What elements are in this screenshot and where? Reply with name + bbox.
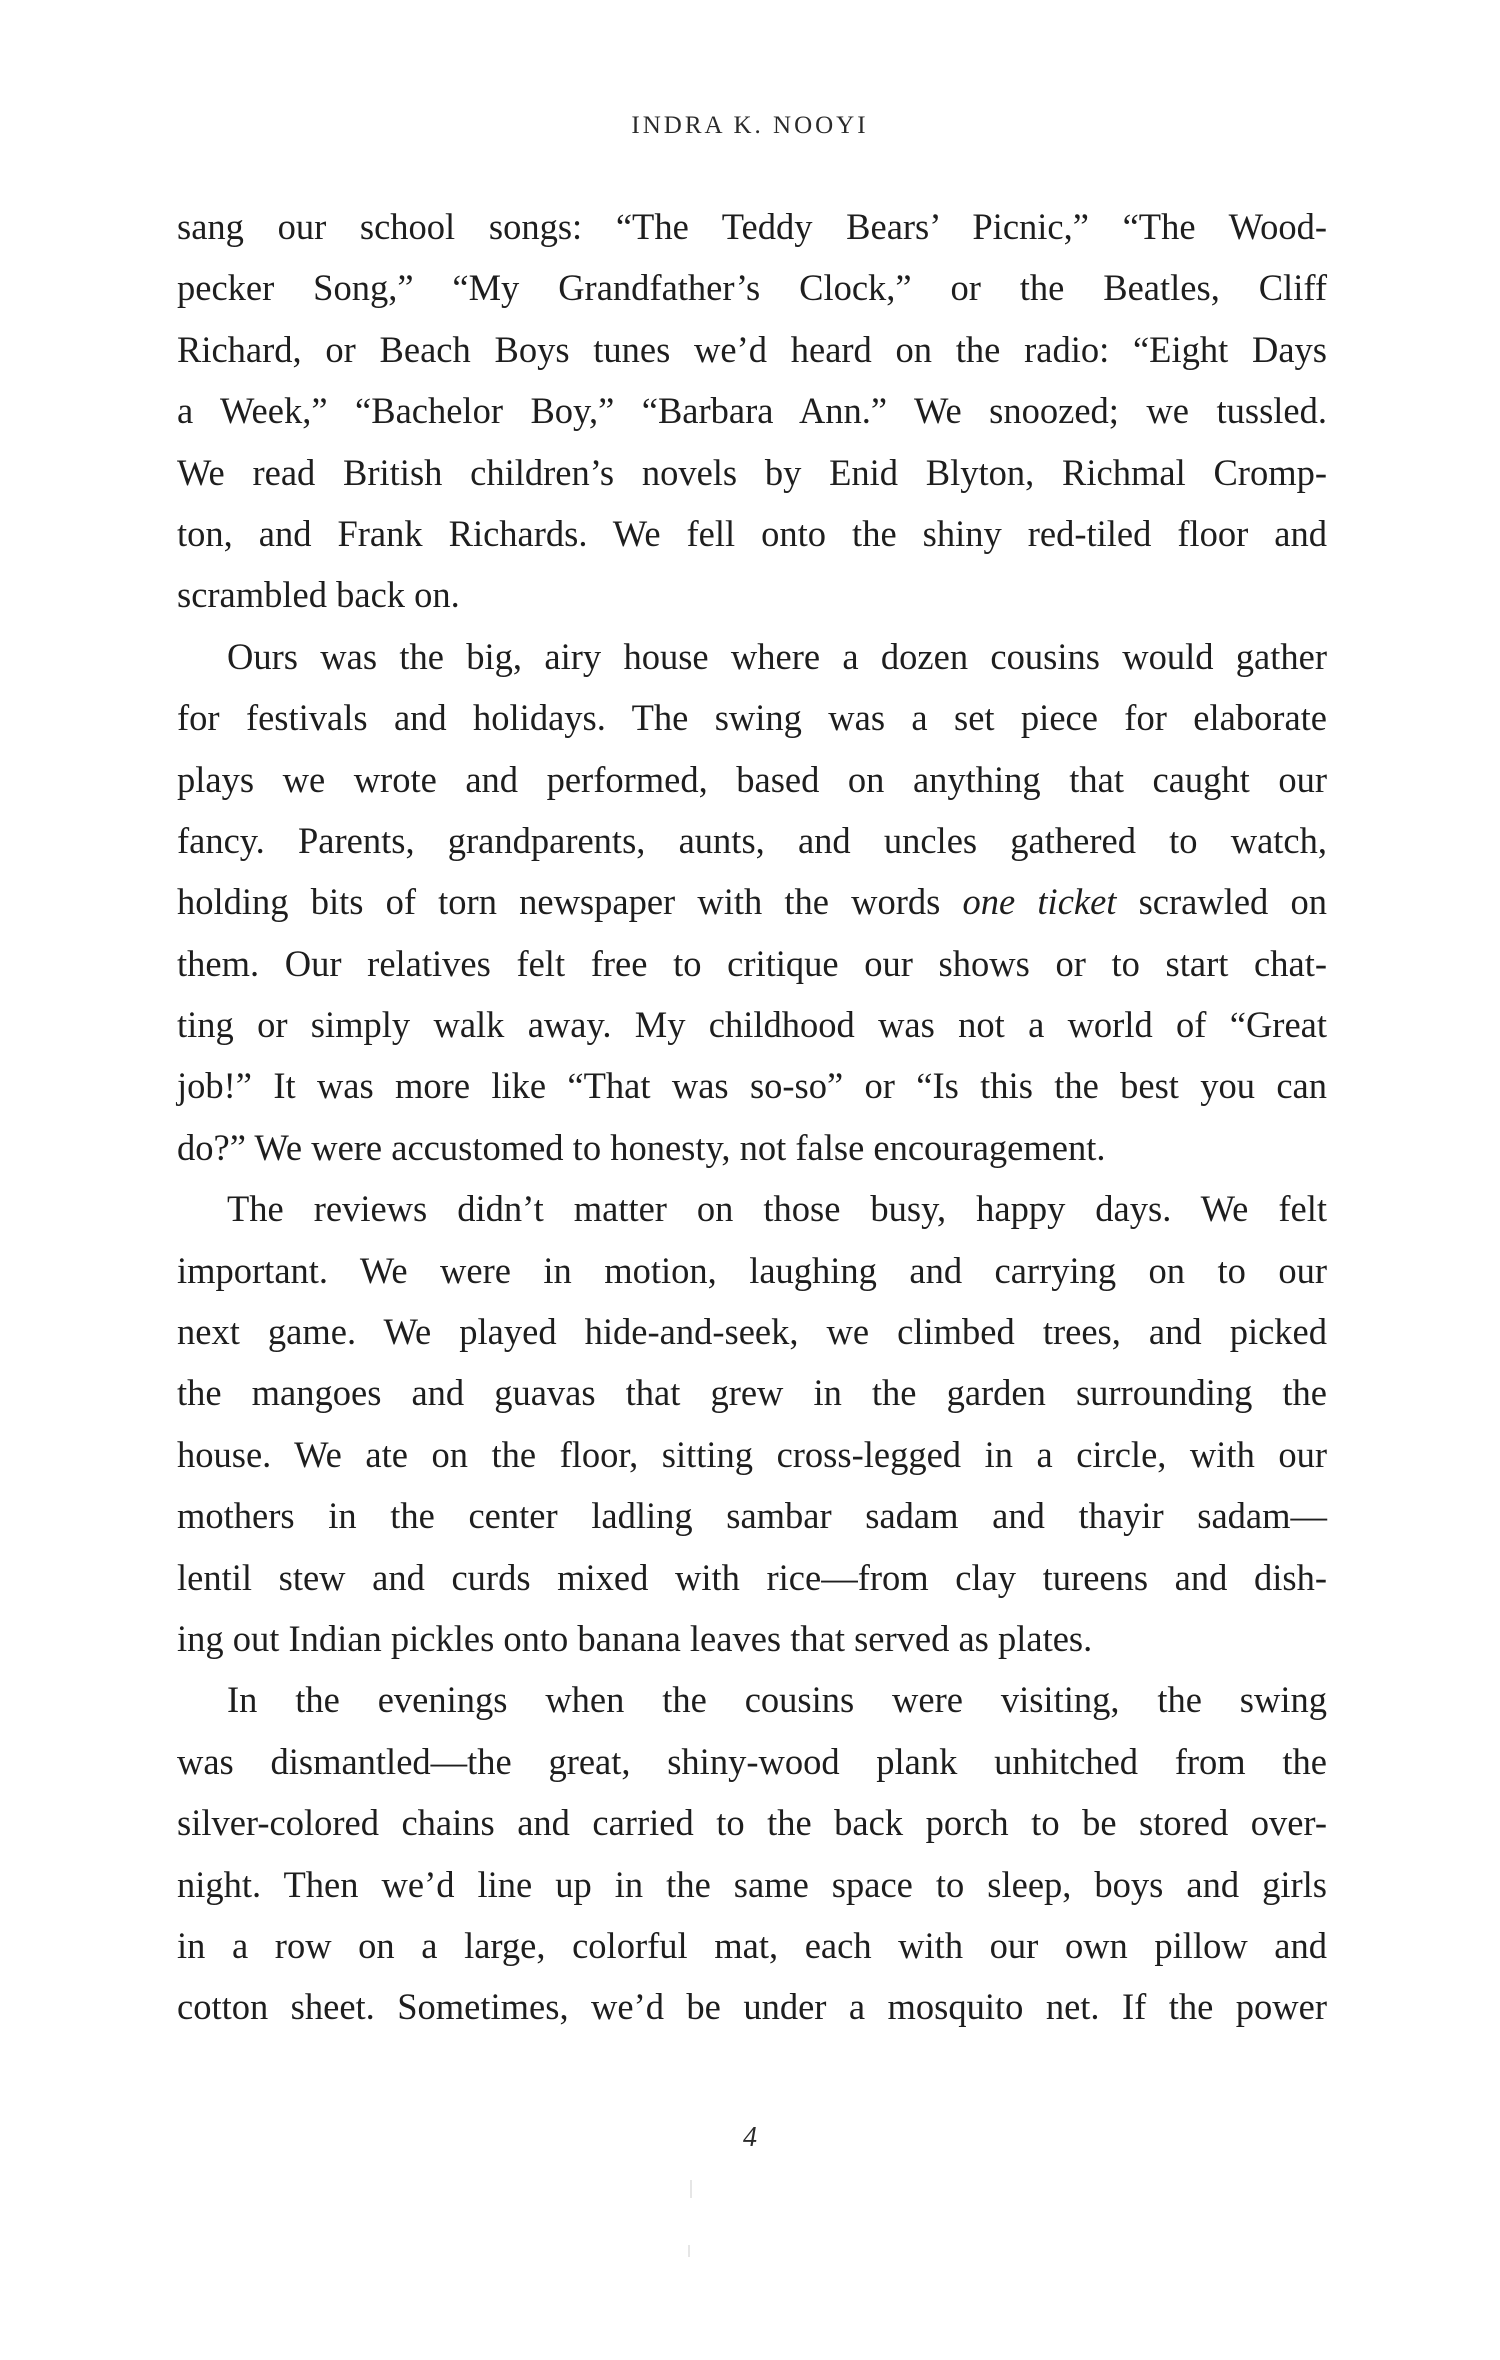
running-head: INDRA K. NOOYI: [631, 112, 869, 139]
text-line: the mangoes and guavas that grew in the garden surrounding the: [177, 1372, 1327, 1414]
text-line: sang our school songs: “The Teddy Bears’ Picnic,” “The Wood-: [177, 206, 1327, 247]
text-line: Richard, or Beach Boys tunes we’d heard on the radio: “Eight Days: [177, 328, 1327, 370]
text-line: job!” It was more like “That was so-so” or “Is this the best you can: [177, 1065, 1327, 1107]
scan-artifact: [688, 2245, 690, 2257]
text-line: do?” We were accustomed to honesty, not false encouragement.: [177, 1126, 1106, 1168]
text-line: Ours was the big, airy house where a dozen cousins would gather: [227, 635, 1327, 677]
text-line: lentil stew and curds mixed with rice—from clay tureens and dish-: [177, 1556, 1327, 1598]
text-line: plays we wrote and performed, based on anything that caught our: [177, 758, 1327, 800]
text-segment: scrawled on: [1116, 881, 1327, 923]
page-number: 4: [743, 2122, 757, 2153]
text-line: ton, and Frank Richards. We fell onto the shiny red-tiled floor and: [177, 512, 1327, 554]
text-line: We read British children’s novels by Enid Blyton, Richmal Cromp-: [177, 451, 1327, 493]
text-line-with-italic: [177, 871, 1327, 932]
text-line: next game. We played hide-and-seek, we climbed trees, and picked: [177, 1311, 1327, 1353]
scan-artifact: [690, 2180, 692, 2198]
text-line: ing out Indian pickles onto banana leaves that served as plates.: [177, 1617, 1093, 1659]
body-text: [177, 196, 1327, 2038]
text-line: pecker Song,” “My Grandfather’s Clock,” or the Beatles, Cliff: [177, 267, 1327, 309]
text-line: night. Then we’d line up in the same space to sleep, boys and girls: [177, 1863, 1327, 1905]
text-line: silver-colored chains and carried to the back porch to be stored over-: [177, 1802, 1327, 1844]
paragraph-4: [177, 1669, 1327, 2037]
text-line: mothers in the center ladling sambar sadam and thayir sadam—: [177, 1495, 1327, 1537]
text-line: scrambled back on.: [177, 574, 460, 616]
text-line: house. We ate on the floor, sitting cross-legged in a circle, with our: [177, 1433, 1327, 1475]
paragraph-2: [177, 626, 1327, 1179]
text-line: for festivals and holidays. The swing was a set piece for elaborate: [177, 697, 1327, 739]
text-line: a Week,” “Bachelor Boy,” “Barbara Ann.” We snoozed; we tussled.: [177, 390, 1327, 432]
text-line: ting or simply walk away. My childhood was not a world of “Great: [177, 1004, 1327, 1046]
text-segment: holding bits of torn newspaper with the words: [177, 881, 963, 923]
text-line: them. Our relatives felt free to critique our shows or to start chat-: [177, 942, 1327, 984]
text-line: cotton sheet. Sometimes, we’d be under a mosquito net. If the power: [177, 1986, 1327, 2028]
text-line: fancy. Parents, grandparents, aunts, and uncles gathered to watch,: [177, 819, 1327, 861]
text-line: In the evenings when the cousins were visiting, the swing: [227, 1679, 1327, 1721]
italic-phrase: one ticket: [962, 881, 1117, 923]
paragraph-1: [177, 196, 1327, 626]
text-line: important. We were in motion, laughing and carrying on to our: [177, 1249, 1327, 1291]
paragraph-3: [177, 1178, 1327, 1669]
text-line: was dismantled—the great, shiny-wood plank unhitched from the: [177, 1740, 1327, 1782]
text-line: The reviews didn’t matter on those busy, happy days. We felt: [227, 1188, 1327, 1230]
text-line: in a row on a large, colorful mat, each with our own pillow and: [177, 1924, 1327, 1966]
